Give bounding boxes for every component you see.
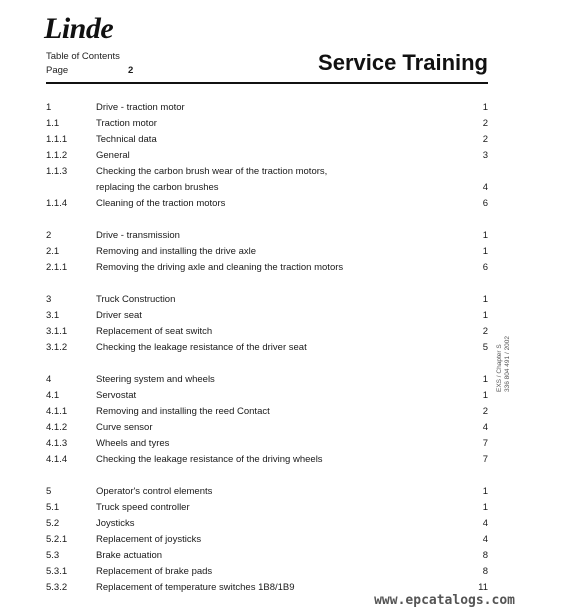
linde-logo: Linde	[44, 12, 114, 45]
toc-entry-title: Joysticks	[96, 518, 135, 529]
toc-entry-title: Checking the leakage resistance of the driving wheels	[96, 454, 323, 465]
toc-entry-number: 5.3	[46, 550, 60, 561]
toc-entry-page: 1	[482, 486, 488, 497]
toc-entry-title: Servostat	[96, 390, 137, 401]
toc-section	[46, 102, 488, 214]
toc-entry-page: 8	[482, 550, 488, 561]
toc-entry	[46, 134, 488, 150]
toc-entry	[46, 182, 488, 198]
toc-entry-title: Replacement of joysticks	[96, 534, 202, 545]
toc-entry-title: Wheels and tyres	[96, 438, 170, 449]
toc-entry-page: 1	[482, 246, 488, 257]
toc-entry-title: Truck Construction	[96, 294, 176, 305]
toc-entry-number: 4	[46, 374, 52, 385]
toc-entry	[46, 326, 488, 342]
toc-entry	[46, 230, 488, 246]
toc-entry	[46, 390, 488, 406]
toc-entry	[46, 342, 488, 358]
side-reference-line-2: 336 804 491 / 2002	[504, 335, 511, 392]
toc-entry-number: 1.1	[46, 118, 60, 129]
toc-entry	[46, 150, 488, 166]
toc-entry-title: Technical data	[96, 134, 157, 145]
toc-entry-title: replacing the carbon brushes	[96, 182, 219, 193]
toc-entry-number: 4.1.4	[46, 454, 68, 465]
toc-entry-title: Steering system and wheels	[96, 374, 215, 385]
toc-entry-number: 5.2	[46, 518, 60, 529]
toc-section	[46, 230, 488, 278]
toc-entry-page: 4	[482, 422, 488, 433]
toc-entry-title: Drive - traction motor	[96, 102, 185, 113]
toc-section	[46, 294, 488, 358]
toc-entry-number: 1.1.3	[46, 166, 68, 177]
toc-entry-page: 4	[482, 182, 488, 193]
toc-entry	[46, 198, 488, 214]
toc-entry	[46, 486, 488, 502]
toc-entry-number: 1	[46, 102, 52, 113]
toc-entry	[46, 166, 488, 182]
toc-entry-number: 1.1.1	[46, 134, 68, 145]
toc-entry	[46, 246, 488, 262]
toc-entry-page: 4	[482, 534, 488, 545]
toc-entry-title: Removing and installing the drive axle	[96, 246, 257, 257]
side-reference	[496, 336, 512, 392]
toc-entry-number: 4.1.3	[46, 438, 68, 449]
toc-entry-title: Replacement of temperature switches 1B8/1B9	[96, 582, 295, 593]
toc-entry-title: Traction motor	[96, 118, 157, 129]
toc-entry-page: 1	[482, 390, 488, 401]
toc-entry	[46, 438, 488, 454]
toc-entry-page: 6	[482, 262, 488, 273]
toc-entry-number: 2.1	[46, 246, 60, 257]
toc-entry-page: 2	[482, 326, 488, 337]
toc-entry-page: 1	[482, 230, 488, 241]
toc-entry-number: 4.1.1	[46, 406, 68, 417]
toc-entry-title: Removing and installing the reed Contact	[96, 406, 270, 417]
toc-entry-page: 1	[482, 374, 488, 385]
toc-entry-page: 2	[482, 118, 488, 129]
toc-entry-number: 5	[46, 486, 52, 497]
toc-entry-title: Checking the leakage resistance of the driver seat	[96, 342, 307, 353]
toc-entry-title: Driver seat	[96, 310, 142, 321]
toc-section	[46, 486, 488, 598]
toc-entry	[46, 518, 488, 534]
toc-entry-title: Curve sensor	[96, 422, 153, 433]
page-title: Service Training	[318, 50, 488, 75]
toc-entry-number: 4.1.2	[46, 422, 68, 433]
toc-entry-number: 5.2.1	[46, 534, 68, 545]
header-rule	[46, 82, 488, 84]
toc-entry-title: Brake actuation	[96, 550, 163, 561]
toc-entry	[46, 262, 488, 278]
toc-entry-number: 3	[46, 294, 52, 305]
toc-entry	[46, 550, 488, 566]
toc-section	[46, 374, 488, 470]
toc-entry-page: 4	[482, 518, 488, 529]
toc-entry-title: Removing the driving axle and cleaning the traction motors	[96, 262, 344, 273]
toc-entry-page: 1	[482, 102, 488, 113]
toc-entry-number: 2	[46, 230, 52, 241]
toc-entry-page: 8	[482, 566, 488, 577]
toc-entry	[46, 310, 488, 326]
toc-entry-title: Cleaning of the traction motors	[96, 198, 226, 209]
toc-entry-page: 1	[482, 294, 488, 305]
toc-entry	[46, 102, 488, 118]
watermark: www.epcatalogs.com	[374, 593, 515, 608]
toc-entry-page: 11	[478, 582, 488, 593]
table-of-contents	[46, 102, 488, 614]
toc-entry-title: Replacement of seat switch	[96, 326, 213, 337]
toc-entry-title: Replacement of brake pads	[96, 566, 213, 577]
toc-entry-page: 3	[482, 150, 488, 161]
toc-entry-number: 5.3.2	[46, 582, 68, 593]
toc-entry	[46, 502, 488, 518]
toc-entry	[46, 374, 488, 390]
toc-entry	[46, 534, 488, 550]
toc-entry-page: 2	[482, 134, 488, 145]
toc-entry	[46, 422, 488, 438]
toc-entry-number: 5.1	[46, 502, 60, 513]
side-reference-line-1: EXS / Chapter S	[496, 344, 503, 392]
toc-entry-page: 7	[482, 454, 488, 465]
toc-label: Table of Contents	[46, 51, 120, 62]
toc-entry-title: Drive - transmission	[96, 230, 180, 241]
toc-entry-number: 5.3.1	[46, 566, 68, 577]
toc-entry-page: 1	[482, 502, 488, 513]
toc-entry	[46, 566, 488, 582]
page-label: Page	[46, 65, 69, 76]
toc-entry-number: 4.1	[46, 390, 60, 401]
toc-entry-number: 3.1	[46, 310, 60, 321]
toc-entry-title: Truck speed controller	[96, 502, 190, 513]
toc-entry	[46, 406, 488, 422]
toc-entry-page: 1	[482, 310, 488, 321]
toc-entry-title: General	[96, 150, 130, 161]
toc-entry-number: 1.1.4	[46, 198, 68, 209]
toc-entry-page: 2	[482, 406, 488, 417]
toc-entry-title: Checking the carbon brush wear of the traction motors,	[96, 166, 328, 177]
toc-entry-number: 3.1.1	[46, 326, 68, 337]
toc-entry	[46, 454, 488, 470]
toc-entry-page: 7	[482, 438, 488, 449]
toc-entry	[46, 118, 488, 134]
toc-entry	[46, 294, 488, 310]
toc-entry-title: Operator's control elements	[96, 486, 213, 497]
toc-entry-number: 3.1.2	[46, 342, 68, 353]
toc-entry-number: 2.1.1	[46, 262, 68, 273]
toc-entry-page: 5	[482, 342, 488, 353]
toc-entry-number: 1.1.2	[46, 150, 68, 161]
toc-entry-page: 6	[482, 198, 488, 209]
page-number: 2	[128, 65, 134, 76]
